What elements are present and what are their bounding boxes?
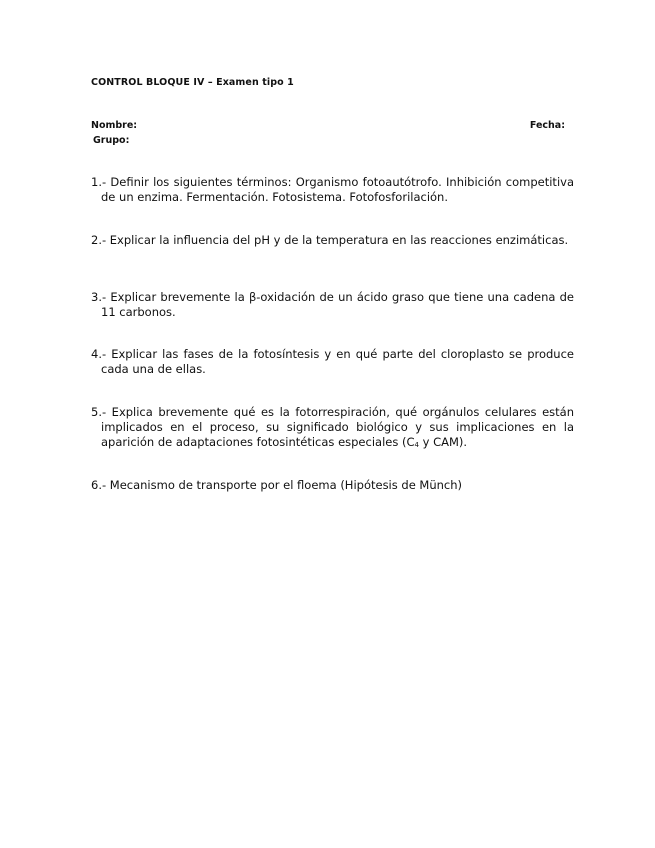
question-5 — [91, 405, 574, 454]
nombre-label: Nombre: — [91, 120, 138, 131]
question-number: 1.- — [91, 175, 107, 189]
question-text-end: y CAM). — [418, 435, 468, 450]
question-3 — [91, 290, 574, 320]
question-number: 2.- — [91, 233, 107, 247]
question-number: 4.- — [91, 347, 107, 361]
question-4 — [91, 347, 574, 377]
question-number: 3.- — [91, 290, 107, 304]
question-text: Definir los siguientes términos: Organismo fotoautótrofo. Inhibición competitiva de un enzima. Fermentación. Fotosistema. Fotofosforilación. — [101, 175, 574, 205]
name-date-row — [91, 120, 565, 131]
group-row — [93, 135, 567, 146]
question-text-main: Explica brevemente qué es la fotorrespiración, qué orgánulos celulares están implicados en el proceso, su significado biológico y sus implicaciones en la aparición de adaptaciones fotosintéticas especiales (C — [101, 405, 574, 450]
fecha-label: Fecha: — [529, 120, 565, 131]
question-6 — [91, 478, 574, 493]
exam-title: CONTROL BLOQUE IV – Examen tipo 1 — [91, 77, 294, 88]
question-2 — [91, 233, 574, 248]
question-1 — [91, 175, 574, 205]
question-text: Mecanismo de transporte por el floema (Hipótesis de Münch) — [109, 478, 463, 492]
question-text: Explicar las fases de la fotosíntesis y en qué parte del cloroplasto se produce cada una de ellas. — [101, 347, 574, 377]
question-text — [101, 405, 574, 449]
question-subscript: 4 — [414, 441, 419, 450]
question-number: 6.- — [91, 478, 107, 492]
question-text: Explicar brevemente la β-oxidación de un ácido graso que tiene una cadena de 11 carbonos. — [101, 290, 575, 320]
question-text: Explicar la influencia del pH y de la temperatura en las reacciones enzimáticas. — [109, 233, 569, 247]
grupo-label: Grupo: — [93, 135, 130, 146]
question-number: 5.- — [91, 405, 107, 419]
